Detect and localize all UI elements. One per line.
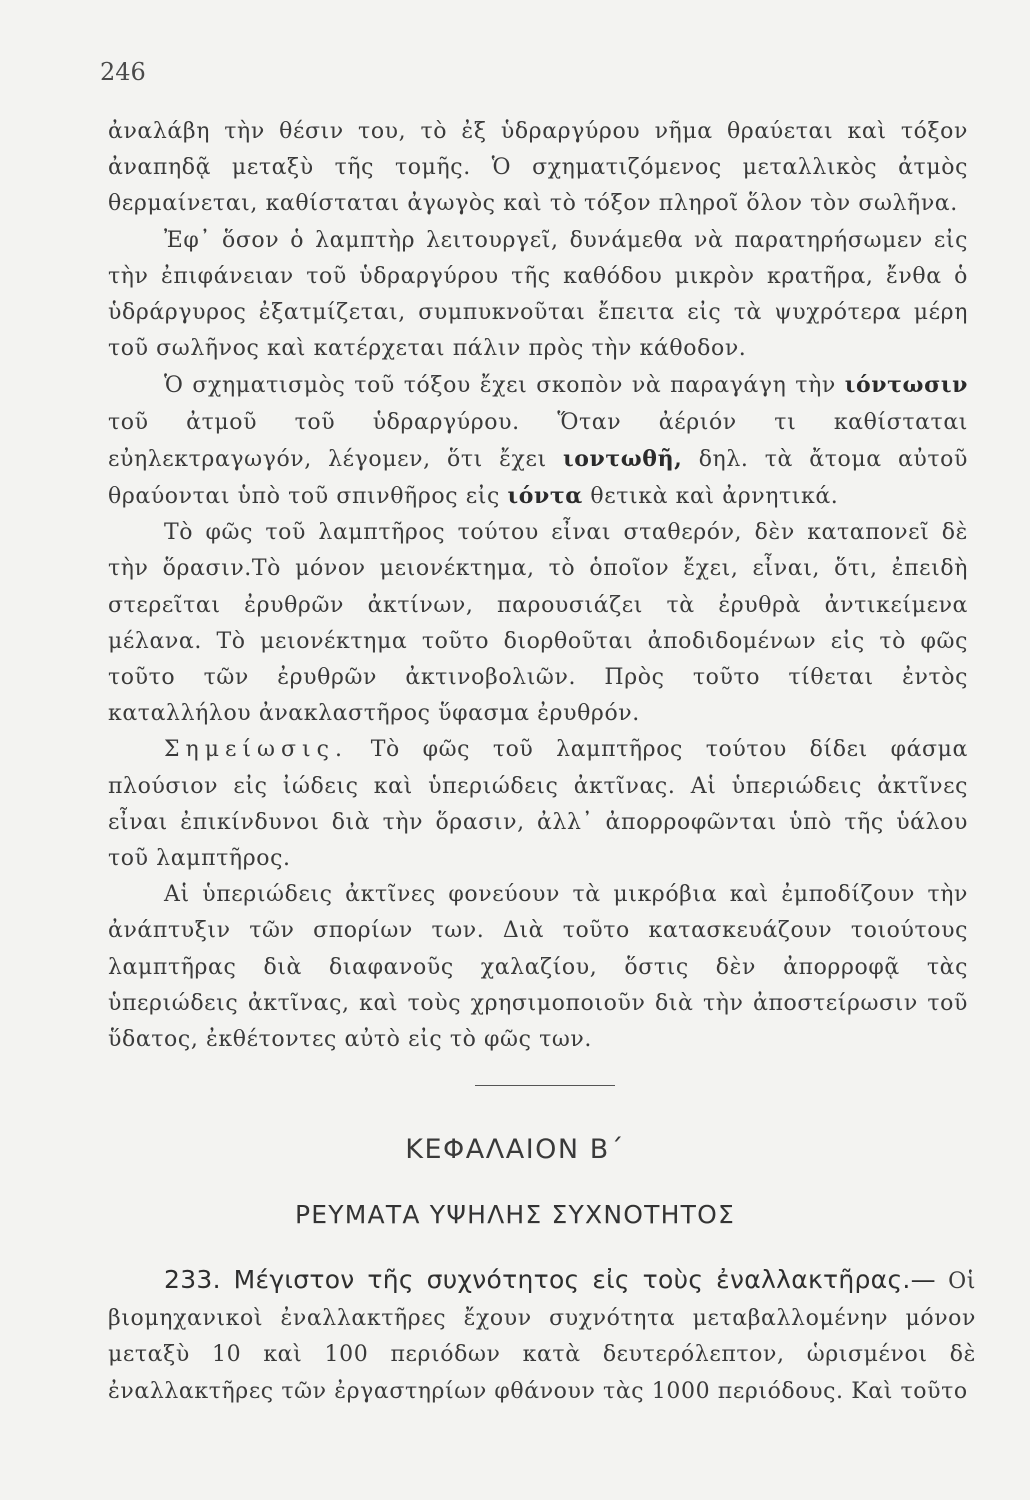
note-text: Τὸ φῶς τοῦ λαμπτῆρος τούτου δίδει φάσμα πλούσιον εἰς ἰώδεις καὶ ὑπεριώδεις ἀκτῖνας. Αἱ ὑπεριώδεις ἀκτῖνες εἶναι ἐπικίνδυνοι διὰ τὴν ὅρασιν, ἀλλ᾽ ἀπορροφῶνται ὑπὸ τῆς ὑάλου τοῦ λαμπτῆρος.	[108, 737, 968, 872]
chapter-title: ΡΕΥΜΑΤΑ ΥΨΗΛΗΣ ΣΥΧΝΟΤΗΤΟΣ	[295, 1200, 735, 1229]
page-number: 246	[100, 58, 146, 86]
section-heading: 233. Μέγιστον τῆς συχνότητος εἰς τοὺς ἐναλλακτῆρας.—	[164, 1265, 936, 1294]
body-text	[108, 114, 968, 1058]
note-label: Σημείωσις.	[164, 737, 348, 763]
p3-text-e: δηλ. τὰ ἄτομα αὐτοῦ θραύονται ὑπὸ τοῦ σπινθῆρος εἰς	[108, 446, 968, 510]
term-iontothi: ιοντωθῆ,	[562, 445, 683, 472]
term-ionta: ιόντα	[507, 483, 583, 510]
paragraph-6: Αἱ ὑπεριώδεις ἀκτῖνες φονεύουν τὰ μικρόβια καὶ ἐμποδίζουν τὴν ἀνάπτυξιν τῶν σπορίων των. Διὰ τοῦτο κατασκευάζουν τοιούτους λαμπτῆρας διὰ διαφανοῦς χαλαζίου, ὅστις δὲν ἀπορροφᾷ τὰς ὑπεριώδεις ἀκτῖνας, καὶ τοὺς χρησιμοποιοῦν διὰ τὴν ἀποστείρωσιν τοῦ ὕδατος, ἐκθέτοντες αὐτὸ εἰς τὸ φῶς των.	[108, 882, 968, 1053]
p3-text-g: θετικὰ καὶ ἀρνητικά.	[582, 484, 839, 510]
paragraph-3	[108, 367, 968, 515]
term-iontosis: ιόντωσιν	[844, 372, 968, 399]
section-text: Οἱ βιομηχανικοὶ ἐναλλακτῆρες ἔχουν συχνότητα μεταβαλλομένην μόνον μεταξὺ 10 καὶ 100 περιόδων κατὰ δευτερόλεπτον, ὡρισμένοι δὲ ἐναλλακτῆρες τῶν ἐργαστηρίων φθάνουν τὰς 1000 περιόδους. Καὶ τοῦτο	[108, 1269, 976, 1404]
section-divider	[475, 1085, 615, 1086]
p3-text-a: Ὁ σχηματισμὸς τοῦ τόξου ἔχει σκοπὸν νὰ παραγάγη τὴν	[164, 373, 845, 399]
chapter-heading: ΚΕΦΑΛΑΙΟΝ Β΄	[405, 1134, 625, 1165]
paragraph-2: Ἐφ᾽ ὅσον ὁ λαμπτὴρ λειτουργεῖ, δυνάμεθα νὰ παρατηρήσωμεν εἰς τὴν ἐπιφάνειαν τοῦ ὑδραργύρου τῆς καθόδου μικρὸν κρατῆρα, ἔνθα ὁ ὑδράργυρος ἐξατμίζεται, συμπυκνοῦται ἔπειτα εἰς τὰ ψυχρότερα μέρη τοῦ σωλῆνος καὶ κατέρχεται πάλιν πρὸς τὴν κάθοδον.	[108, 227, 968, 362]
paragraph-5	[108, 732, 968, 877]
section-233	[108, 1262, 976, 1410]
paragraph-4: Τὸ φῶς τοῦ λαμπτῆρος τούτου εἶναι σταθερόν, δὲν καταπονεῖ δὲ τὴν ὅρασιν.Τὸ μόνον μειονέκτημα, τὸ ὁποῖον ἔχει, εἶναι, ὅτι, ἐπειδὴ στερεῖται ἐρυθρῶν ἀκτίνων, παρουσιάζει τὰ ἐρυθρὰ ἀντικείμενα μέλανα. Τὸ μειονέκτημα τοῦτο διορθοῦται ἀποδιδομένων εἰς τὸ φῶς τοῦτο τῶν ἐρυθρῶν ἀκτινοβολιῶν. Πρὸς τοῦτο τίθεται ἐντὸς καταλλήλου ἀνακλαστῆρος ὕφασμα ἐρυθρόν.	[108, 520, 968, 727]
paragraph-1: ἀναλάβη τὴν θέσιν του, τὸ ἐξ ὑδραργύρου νῆμα θραύεται καὶ τόξον ἀναπηδᾷ μεταξὺ τῆς τομῆς. Ὁ σχηματιζόμενος μεταλλικὸς ἀτμὸς θερμαίνεται, καθίσταται ἀγωγὸς καὶ τὸ τόξον πληροῖ ὅλον τὸν σωλῆνα.	[108, 119, 968, 217]
p3-text-c: τοῦ ἀτμοῦ τοῦ ὑδραργύρου. Ὅταν ἀέριόν τι καθίσταται εὐηλεκτραγωγόν, λέγομεν, ὅτι ἔχει	[108, 409, 968, 472]
